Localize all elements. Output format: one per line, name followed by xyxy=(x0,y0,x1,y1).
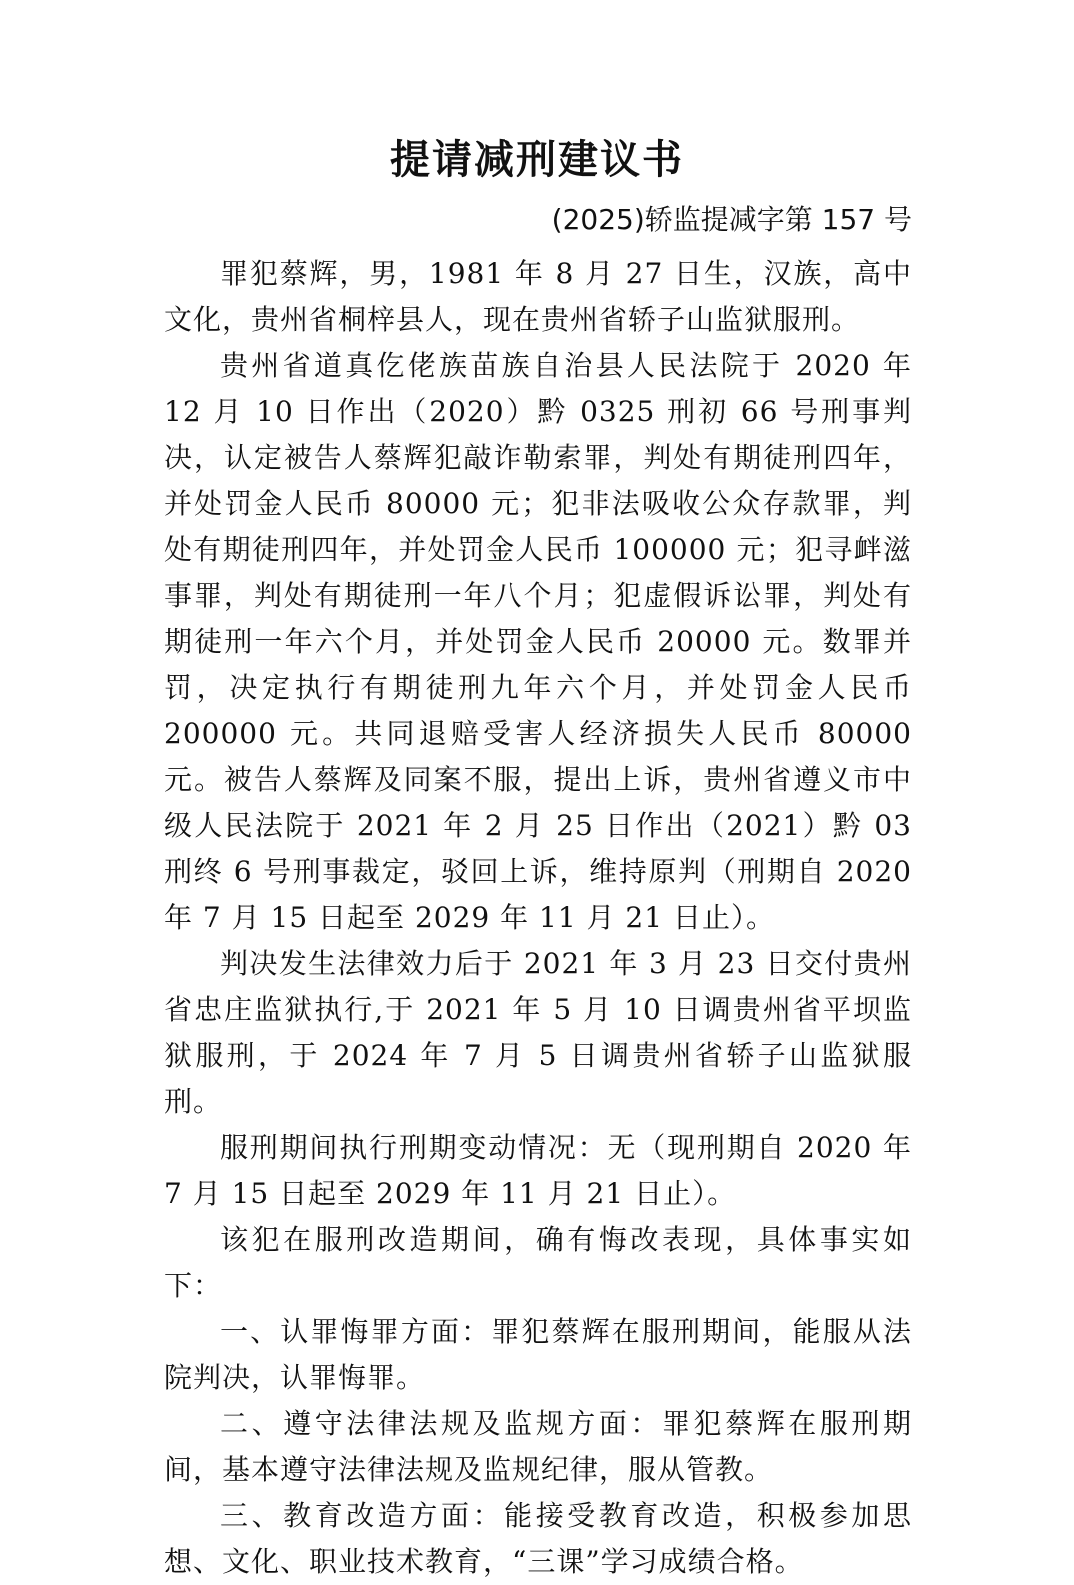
paragraph-item-1: 一、认罪悔罪方面：罪犯蔡辉在服刑期间，能服从法院判决，认罪悔罪。 xyxy=(164,1315,912,1394)
paragraph-judgment: 贵州省道真仡佬族苗族自治县人民法院于 2020 年 12 月 10 日作出（2020）黔 0325 刑初 66 号刑事判决，认定被告人蔡辉犯敲诈勒索罪，判处有期徒刑四年，并处罚金人民币 80000 元；犯非法吸收公众存款罪，判处有期徒刑四年，并处罚金人民币 100000 元；犯寻衅滋事罪，判处有期徒刑一年八个月；犯虚假诉讼罪，判处有期徒刑一年六个月，并处罚金人民币 20000 元。数罪并罚，决定执行有期徒刑九年六个月，并处罚金人民币 200000 元。共同退赔受害人经济损失人民币 80000 元。被告人蔡辉及同案不服，提出上诉，贵州省遵义市中级人民法院于 2021 年 2 月 25 日作出（2021）黔 03 刑终 6 号刑事裁定，驳回上诉，维持原判（刑期自 2020 年 7 月 15 日起至 2029 年 11 月 21 日止）。 xyxy=(164,349,912,934)
paragraph-item-3: 三、教育改造方面：能接受教育改造，积极参加思想、文化、职业技术教育，“三课”学习成绩合格。 xyxy=(164,1499,912,1578)
document-title: 提请减刑建议书 xyxy=(390,136,684,183)
document-body xyxy=(164,251,912,1585)
paragraph-item-2: 二、遵守法律法规及监规方面：罪犯蔡辉在服刑期间，基本遵守法律法规及监规纪律，服从管教。 xyxy=(164,1407,912,1486)
document-number: (2025)轿监提减字第 157 号 xyxy=(551,203,912,236)
paragraph-personal-info: 罪犯蔡辉，男，1981 年 8 月 27 日生，汉族，高中文化，贵州省桐梓县人，现在贵州省轿子山监狱服刑。 xyxy=(164,257,912,336)
paragraph-repentance-intro: 该犯在服刑改造期间，确有悔改表现，具体事实如下： xyxy=(164,1223,912,1302)
paragraph-execution: 判决发生法律效力后于 2021 年 3 月 23 日交付贵州省忠庄监狱执行,于 2021 年 5 月 10 日调贵州省平坝监狱服刑，于 2024 年 7 月 5 日调贵州省轿子山监狱服刑。 xyxy=(164,947,912,1118)
paragraph-sentence-change: 服刑期间执行刑期变动情况：无（现刑期自 2020 年 7 月 15 日起至 2029 年 11 月 21 日止）。 xyxy=(164,1131,912,1210)
